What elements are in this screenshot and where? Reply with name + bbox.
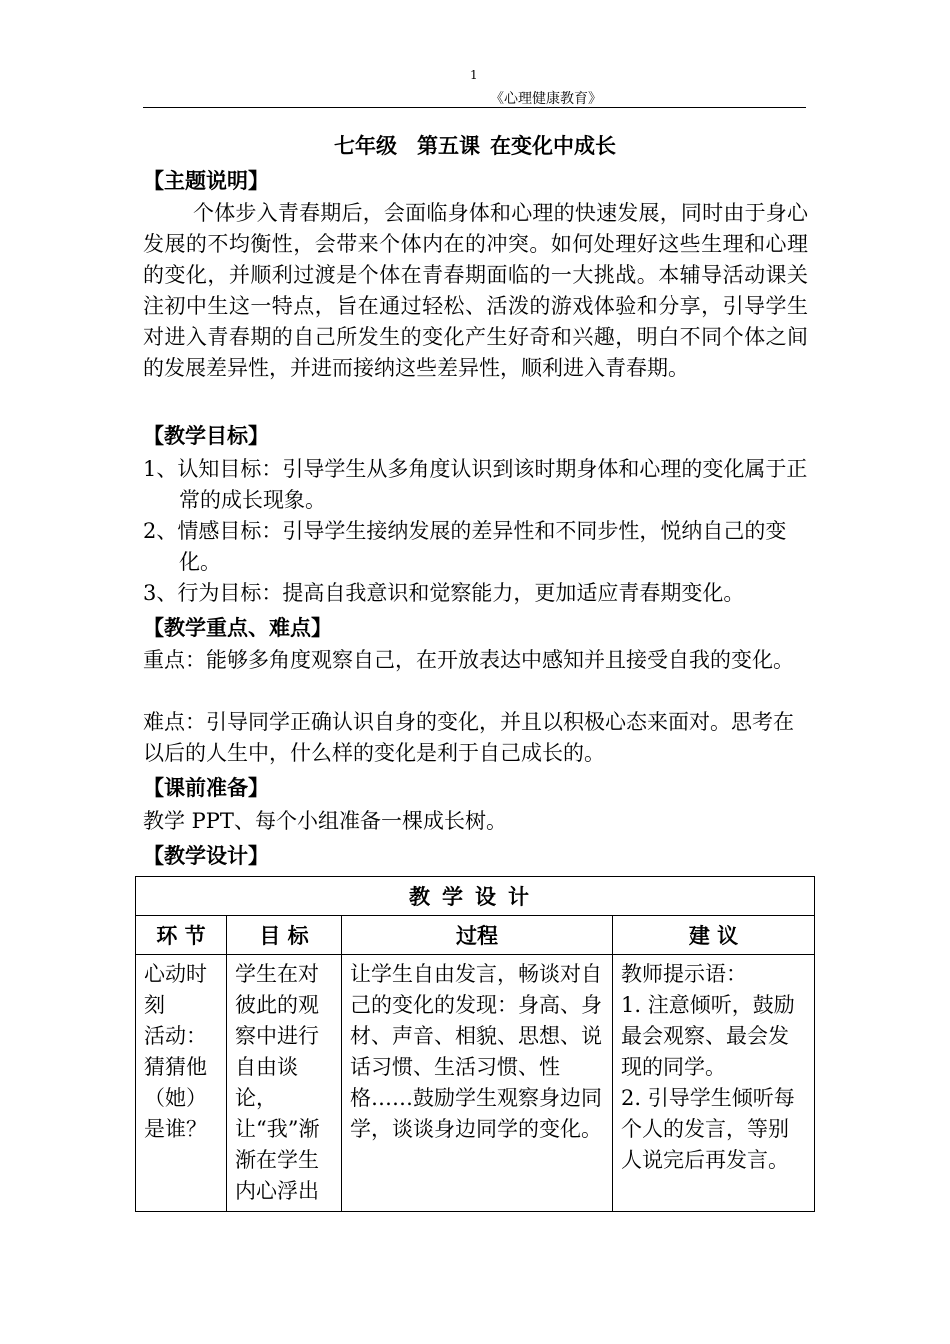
title-grade: 七年级 <box>334 133 397 158</box>
prep-text: 教学 PPT、每个小组准备一棵成长树。 <box>143 809 507 833</box>
cell-advice: 教师提示语： 1. 注意倾听，鼓励最会观察、最会发现的同学。 2. 引导学生倾听每个人的发言，等别人说完后再发言。 <box>613 955 815 1212</box>
focus-text: 重点：能够多角度观察自己，在开放表达中感知并且接受自我的变化。 <box>143 648 794 672</box>
col-goal: 目 标 <box>227 916 342 955</box>
difficulty-text: 难点：引导同学正确认识自身的变化，并且以积极心态来面对。思考在以后的人生中，什么样的变化是利于自己成长的。 <box>143 710 794 765</box>
page-number: 1 <box>470 68 478 82</box>
table-row <box>136 955 815 1212</box>
col-stage: 环 节 <box>136 916 227 955</box>
page-title <box>0 130 950 160</box>
running-title: 《心理健康教育》 <box>490 91 602 107</box>
cell-goal: 学生在对彼此的观察中进行自由谈论，让“我”渐渐在学生内心浮出 <box>227 955 342 1212</box>
header-rule <box>143 107 806 108</box>
cell-stage: 心动时刻 活动：猜猜他（她）是谁？ <box>136 955 227 1212</box>
prep-heading: 【课前准备】 <box>143 775 269 800</box>
col-advice: 建 议 <box>613 916 815 955</box>
theme-text: 个体步入青春期后，会面临身体和心理的快速发展，同时由于身心发展的不均衡性，会带来个体内在的冲突。如何处理好这些生理和心理的变化，并顺利过渡是个体在青春期面临的一大挑战。本辅导活动课关注初中生这一特点，旨在通过轻松、活泼的游戏体验和分享，引导学生对进入青春期的自己所发生的变化产生好奇和兴趣，明白不同个体之间的发展差异性，并进而接纳这些差异性，顺利进入青春期。 <box>143 201 808 380</box>
title-lesson: 第五课 <box>417 133 480 158</box>
goals-heading: 【教学目标】 <box>143 423 269 448</box>
goals-list <box>143 454 808 609</box>
goal-item: 3、行为目标：提高自我意识和觉察能力，更加适应青春期变化。 <box>143 581 745 605</box>
title-topic: 在变化中成长 <box>490 133 616 158</box>
cell-process: 让学生自由发言，畅谈对自己的变化的发现：身高、身材、声音、相貌、思想、说话习惯、生活习惯、性格……鼓励学生观察身边同学，谈谈身边同学的变化。 <box>342 955 613 1212</box>
table-caption: 教学设计 <box>136 877 815 916</box>
keypoints-heading: 【教学重点、难点】 <box>143 615 332 640</box>
goal-item: 1、认知目标：引导学生从多角度认识到该时期身体和心理的变化属于正常的成长现象。 <box>143 457 808 512</box>
design-heading: 【教学设计】 <box>143 843 269 868</box>
col-process: 过程 <box>342 916 613 955</box>
goal-item: 2、情感目标：引导学生接纳发展的差异性和不同步性，悦纳自己的变化。 <box>143 519 787 574</box>
theme-heading: 【主题说明】 <box>143 168 269 193</box>
design-table <box>135 876 815 1212</box>
